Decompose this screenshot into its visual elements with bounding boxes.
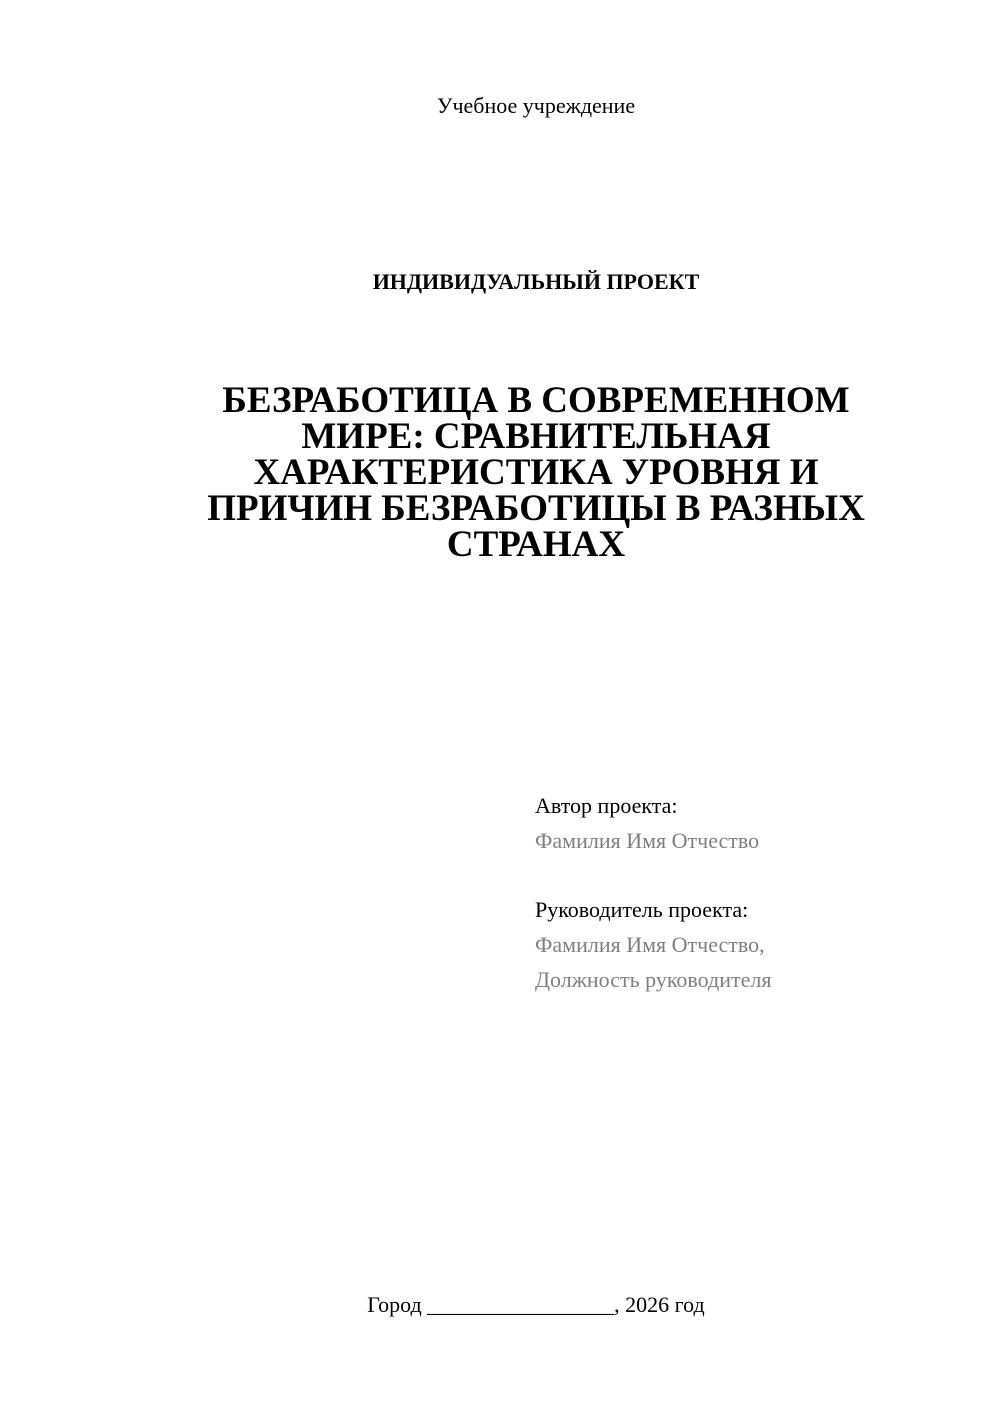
project-title-line-3: ХАРАКТЕРИСТИКА УРОВНЯ И: [253, 452, 819, 493]
supervisor-name: Фамилия Имя Отчество,: [535, 932, 765, 957]
project-title-line-4: ПРИЧИН БЕЗРАБОТИЦЫ В РАЗНЫХ: [207, 488, 865, 529]
project-type: ИНДИВИДУАЛЬНЫЙ ПРОЕКТ: [372, 269, 700, 294]
author-label: Автор проекта:: [535, 793, 678, 818]
project-title: [160, 380, 912, 565]
author-block: [535, 788, 759, 858]
project-title-line-2: МИРЕ: СРАВНИТЕЛЬНАЯ: [301, 416, 771, 457]
author-name: Фамилия Имя Отчество: [535, 828, 760, 853]
project-title-line-1: БЕЗРАБОТИЦА В СОВРЕМЕННОМ: [222, 380, 850, 421]
supervisor-position: Должность руководителя: [535, 967, 772, 992]
city-year-line: Город _________________, 2026 год: [367, 1292, 705, 1317]
supervisor-label: Руководитель проекта:: [535, 897, 749, 922]
institution-name: Учебное учреждение: [436, 93, 636, 118]
project-title-line-5: СТРАНАХ: [446, 524, 626, 565]
supervisor-block: [535, 892, 771, 997]
